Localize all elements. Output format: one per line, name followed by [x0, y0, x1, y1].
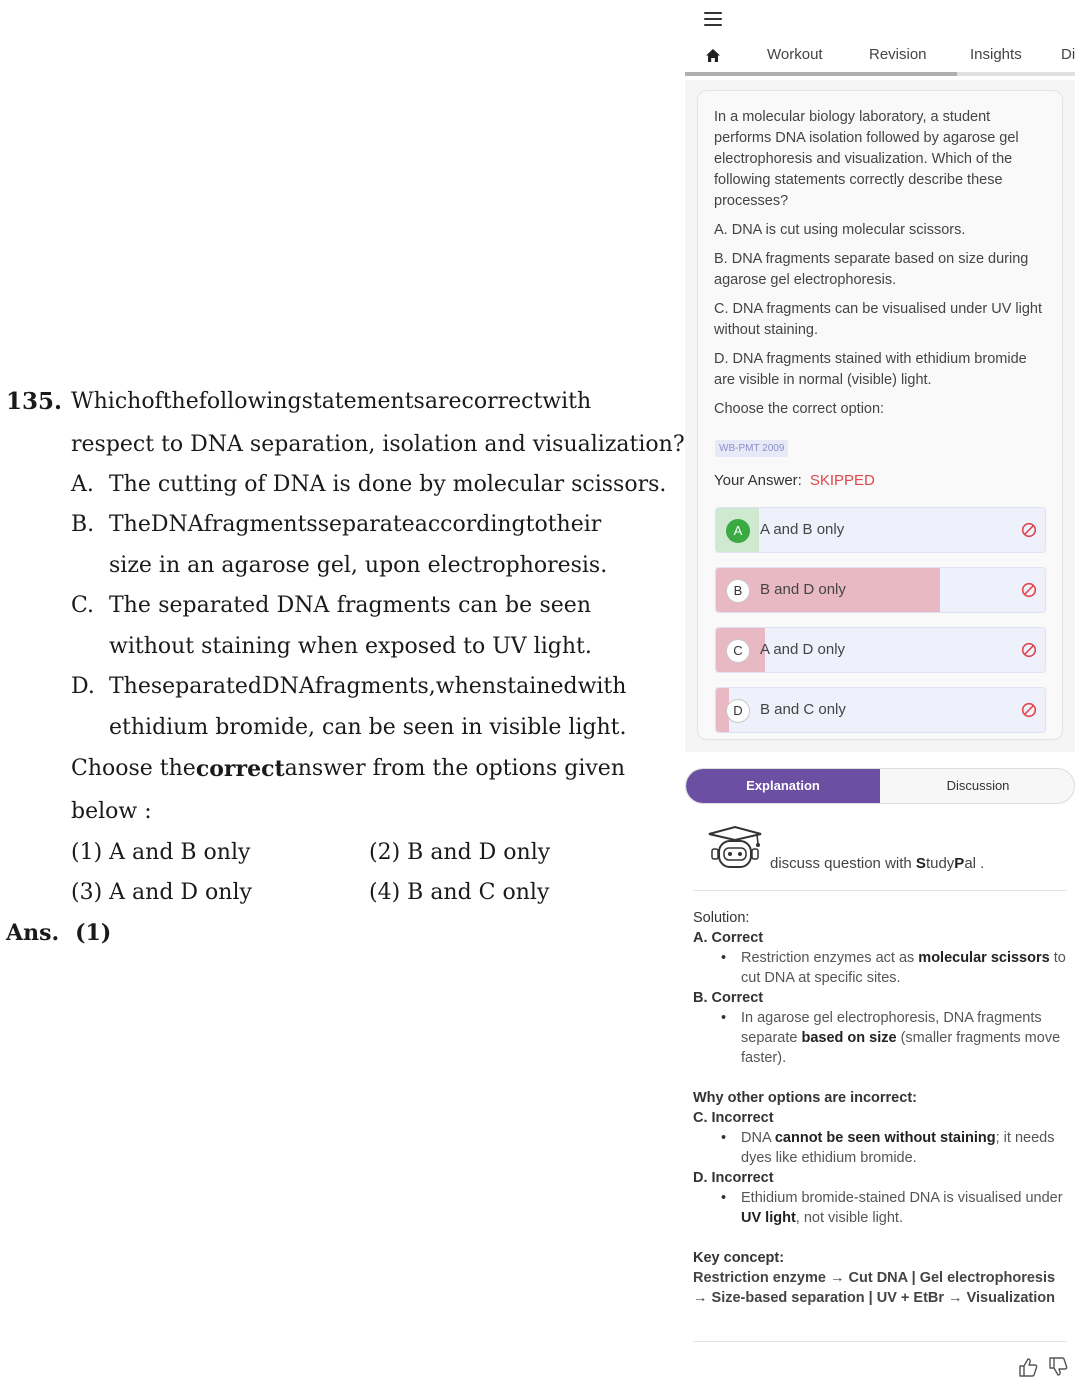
tab-di[interactable]: Di — [1061, 46, 1075, 63]
skipped-icon — [1021, 522, 1037, 538]
stem-word: following — [198, 389, 302, 414]
option-4: (4) B and C only — [369, 880, 550, 905]
divider — [693, 1341, 1067, 1342]
statement-b-word: DNA — [150, 512, 204, 537]
option-text: A and D only — [760, 641, 846, 658]
stem-word: the — [162, 389, 199, 414]
statement-c-word: be — [505, 593, 533, 618]
key-concept-line-2: → Size-based separation | UV + EtBr → Visualization — [693, 1290, 1055, 1306]
statement-d-line-1 — [109, 673, 627, 701]
option-a[interactable] — [715, 507, 1046, 553]
choose-prompt: Choose the correct option: — [714, 401, 885, 417]
answer-label: Ans. — [6, 920, 60, 946]
skipped-icon — [1021, 582, 1037, 598]
statement-d-word: The — [109, 674, 151, 699]
solution-a-head: A. Correct — [693, 930, 764, 946]
statement-c-word: seen — [539, 593, 591, 618]
answer-value: (1) — [75, 920, 112, 946]
statement-d-word: DNA — [261, 674, 315, 699]
statement-d-label: D. — [71, 674, 95, 699]
statement-c-line-1 — [109, 592, 591, 620]
option-letter: C — [726, 639, 750, 663]
stem-word: are — [424, 389, 462, 414]
statement-d-line-2: ethidium bromide, can be seen in visible light. — [109, 715, 627, 740]
your-answer-status: SKIPPED — [809, 472, 875, 489]
solution-c-bullet: • DNA cannot be seen without staining; it needs dyes like ethidium bromide. — [741, 1128, 1071, 1168]
solution-c-head: C. Incorrect — [693, 1110, 774, 1126]
statement-c-word: separated — [158, 593, 270, 618]
tab-insights[interactable]: Insights — [970, 46, 1022, 63]
your-answer-label: Your Answer: — [714, 472, 802, 489]
solution-d-head: D. Incorrect — [693, 1170, 774, 1186]
statement-d-word: when — [435, 674, 496, 699]
discussion-tab[interactable]: Discussion — [946, 778, 1010, 793]
statement-c-word: DNA — [276, 593, 330, 618]
skipped-icon — [1021, 702, 1037, 718]
statement-d-word: with — [577, 674, 627, 699]
statement-b: B. DNA fragments separate based on size during agarose gel electrophoresis. — [714, 251, 1029, 288]
option-d[interactable] — [715, 687, 1046, 733]
statement-a-label: A. — [71, 472, 94, 497]
option-3: (3) A and D only — [71, 880, 252, 905]
statement-d-word: fragments, — [314, 674, 436, 699]
statement-b-word: to — [525, 512, 548, 537]
stem-word: Which — [71, 389, 142, 414]
stem-word: with — [542, 389, 592, 414]
stem-word: statements — [301, 389, 425, 414]
statement-b-line-2: size in an agarose gel, upon electrophoresis. — [109, 553, 608, 578]
option-b[interactable] — [715, 567, 1046, 613]
statement-c-label: C. — [71, 593, 95, 618]
app-panel — [685, 0, 1075, 1393]
thumbs-up-icon[interactable] — [1017, 1356, 1039, 1378]
question-number: 135. — [6, 388, 63, 415]
statement-a-text: The cutting of DNA is done by molecular scissors. — [109, 472, 667, 497]
tab-revision[interactable]: Revision — [869, 46, 927, 63]
question-stem-line-1 — [71, 388, 591, 416]
hamburger-menu-icon[interactable] — [704, 12, 722, 28]
solution-b-head: B. Correct — [693, 990, 764, 1006]
option-text: B and C only — [760, 701, 846, 718]
tab-indicator — [685, 72, 957, 76]
option-letter: B — [726, 579, 750, 603]
statement-d-word: stained — [496, 674, 578, 699]
statement-b-word: The — [109, 512, 151, 537]
question-text: In a molecular biology laboratory, a student performs DNA isolation followed by agarose gel electrophoresis and visualization. Which of the following statements correctly describe these processes? — [714, 109, 1019, 209]
divider — [693, 890, 1067, 891]
explanation-tab[interactable]: Explanation — [686, 769, 880, 803]
statement-c-word: can — [458, 593, 498, 618]
option-2: (2) B and D only — [369, 840, 551, 865]
statement-c: C. DNA fragments can be visualised under UV light without staining. — [714, 301, 1043, 338]
option-1: (1) A and B only — [71, 840, 251, 865]
option-letter: D — [726, 699, 750, 723]
nav-tabs — [685, 40, 1075, 76]
key-concept-heading: Key concept: — [693, 1250, 785, 1266]
statement-b-word: their — [547, 512, 602, 537]
stem-word: of — [141, 389, 163, 414]
statement-b-word: fragments — [203, 512, 318, 537]
option-letter: A — [726, 519, 750, 543]
key-concept-line-1: Restriction enzyme → Cut DNA | Gel electrophoresis — [693, 1270, 1056, 1286]
question-stem-line-2: respect to DNA separation, isolation and visualization? — [71, 432, 685, 457]
explanation-discussion-toggle — [685, 768, 1075, 804]
statement-d-word: separated — [150, 674, 262, 699]
solution-heading: Solution: — [693, 910, 750, 926]
answer — [6, 920, 111, 946]
statement-d: D. DNA fragments stained with ethidium bromide are visible in normal (visible) light. — [714, 351, 1027, 388]
statement-a: A. DNA is cut using molecular scissors. — [714, 222, 966, 238]
studypal-prompt[interactable]: discuss question with StudyPal . — [770, 855, 985, 872]
studypal-bot-icon[interactable] — [705, 824, 765, 872]
statement-c-word: fragments — [336, 593, 451, 618]
tab-workout[interactable]: Workout — [767, 46, 823, 63]
solution-b-bullet: • In agarose gel electrophoresis, DNA fragments separate based on size (smaller fragments move faster). — [741, 1008, 1071, 1068]
statement-c-line-2: without staining when exposed to UV light. — [109, 634, 592, 659]
home-icon[interactable] — [705, 48, 721, 63]
stem-word: correct — [461, 389, 543, 414]
question-panel — [685, 80, 1075, 752]
thumbs-down-icon[interactable] — [1047, 1356, 1069, 1378]
statement-b-word: according — [414, 512, 526, 537]
choose-line: Choose the correct answer from the options given — [71, 756, 625, 782]
statement-b-label: B. — [71, 512, 95, 537]
your-answer — [714, 472, 875, 489]
why-heading: Why other options are incorrect: — [693, 1090, 917, 1106]
question-card — [697, 90, 1063, 740]
solution-a-bullet: • Restriction enzymes act as molecular scissors to cut DNA at specific sites. — [741, 948, 1071, 988]
choose-bold: correct — [195, 756, 285, 782]
statement-c-word: The — [109, 593, 151, 618]
skipped-icon — [1021, 642, 1037, 658]
statement-b-line-1 — [109, 511, 602, 539]
choose-below: below : — [71, 799, 152, 824]
option-c[interactable] — [715, 627, 1046, 673]
option-text: A and B only — [760, 521, 845, 538]
statement-b-word: separate — [317, 512, 415, 537]
solution-d-bullet: • Ethidium bromide-stained DNA is visualised under UV light, not visible light. — [741, 1188, 1071, 1228]
exam-tag: WB-PMT 2009 — [715, 440, 788, 457]
option-text: B and D only — [760, 581, 846, 598]
